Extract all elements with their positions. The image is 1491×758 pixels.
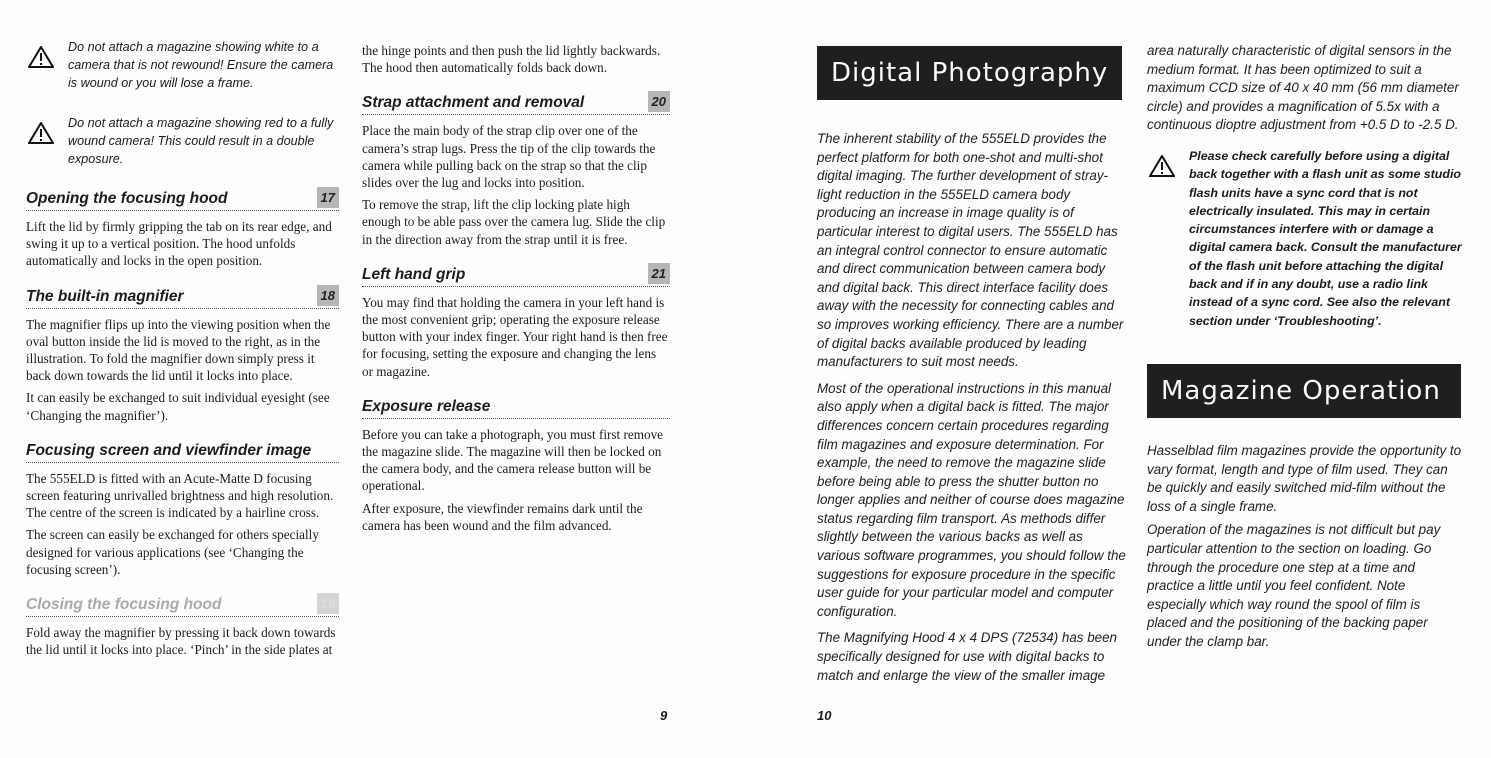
paragraph: Fold away the magnifier by pressing it back down towards the lid until it locks into place. ‘Pinch’ in the side plates at: [26, 625, 336, 658]
paragraph: Place the main body of the strap clip over one of the camera’s strap lugs. Press the tip of the clip towards the camera while pulling back on the strap so that the clip slides over the lug and locks into position.: [362, 123, 656, 191]
paragraph: Before you can take a photograph, you must first remove the magazine slide. The magazine will then be locked on the camera body, and the camera release button will be operational.: [362, 426, 664, 494]
figure-number: 21: [648, 263, 670, 284]
paragraph: The inherent stability of the 555ELD provides the perfect platform for both one-shot and multi-shot digital imaging. The further development of stray-light reduction in the 555ELD camera body producing an increase in image quality is of particular interest to digital users. The 555ELD has an integral control connector to ensure automatic and direct communication between camera body and digital back. This direct interface facility does away with the necessity for connecting cables and so improves working efficiency. There are a number of digital backs available produced by leading manufacturers to suit most needs.: [817, 131, 1124, 370]
heading-grip: Left hand grip 21: [362, 258, 670, 287]
warning-white-magazine: [26, 38, 339, 92]
paragraph: You may find that holding the camera in your left hand is the most convenient grip; operating the exposure release button with your index finger. Your right hand is then free for focusing, setting the exposure and changing the lens or magazine.: [362, 294, 668, 379]
paragraph: The 555ELD is fitted with an Acute-Matte D focusing screen featuring unrivalled brightness and high resolution. The centre of the screen is indicated by a hairline cross.: [26, 470, 334, 521]
paragraph: The Magnifying Hood 4 x 4 DPS (72534) has been specifically designed for use with digital backs to match and enlarge the view of the smaller image: [817, 630, 1117, 683]
warning-text: Please check carefully before using a digital back together with a flash unit as some studio flash units have a sync cord that is not electrically insulated. This may in certain circumstances interfere with or damage a digital camera back. Consult the manufacturer of the flash unit before attaching the digital back and if in any doubt, use a radio link instead of a sync cord. See also the relevant section under ‘Troubleshooting’.: [1189, 148, 1462, 328]
warning-flash: [1147, 147, 1463, 330]
paragraph: Most of the operational instructions in this manual also apply when a digital back is fitted. The major differences concern certain procedures regarding film magazines and exposure determination. For example, the need to remove the magazine slide before being able to press the shutter button no longer applies and neither of course does magazine status regarding film transport. As methods differ slightly between the various backs as well as various software programmes, you should follow the suggestions for exposure procedure in the specific user guide for your particular model and computer configuration.: [817, 380, 1126, 619]
section-banner-digital: Digital Photography: [817, 46, 1122, 100]
heading-focusing-screen: Focusing screen and viewfinder image: [26, 434, 339, 463]
page-number-right: 10: [817, 708, 832, 723]
heading-magnifier: The built-in magnifier 18: [26, 280, 339, 309]
paragraph: To remove the strap, lift the clip locking plate high enough to be able pass over the camera lug. Slide the clip in the direction away from the strap until it is free.: [362, 197, 666, 247]
warning-triangle-icon: [28, 122, 54, 144]
warning-triangle-icon: [28, 46, 54, 68]
middle-column: [362, 42, 670, 539]
paragraph: The magnifier flips up into the viewing position when the oval button inside the lid is moved to the right, as in the illustration. To fold the magnifier down simply press it back down towards the lid until it locks into place.: [26, 316, 331, 384]
figure-number: 19: [317, 593, 339, 614]
paragraph: Operation of the magazines is not difficult but pay particular attention to the section on loading. Go through the procedure one step at a time and practice a little until you feel confident. Note especially which way round the spool of film is placed and the positioning of the backing paper under the clamp bar.: [1147, 522, 1441, 649]
warning-triangle-icon: [1149, 155, 1175, 177]
paragraph: area naturally characteristic of digital sensors in the medium format. It has been optimized to suit a maximum CCD size of 40 x 40 mm (56 mm diameter circle) and provides a magnification of 5.5x with a continuous dioptre adjustment from +0.5 D to -2.5 D.: [1147, 43, 1459, 133]
digital-column: [817, 46, 1129, 690]
paragraph: Hasselblad film magazines provide the opportunity to vary format, length and type of film used. They can be quickly and easily switched mid-film without the loss of a single frame.: [1147, 442, 1462, 514]
paragraph: The screen can easily be exchanged for others specially designed for various applications (see ‘Changing the focusing screen’).: [26, 527, 319, 577]
heading-opening-hood: Opening the focusing hood 17: [26, 182, 339, 211]
warning-text: Do not attach a magazine showing red to a fully wound camera! This could result in a double exposure.: [68, 116, 334, 166]
page-number-left: 9: [660, 708, 668, 723]
section-banner-magazine: Magazine Operation: [1147, 364, 1461, 418]
heading-strap: Strap attachment and removal 20: [362, 86, 670, 115]
warning-text: Do not attach a magazine showing white to a camera that is not rewound! Ensure the camera is wound or you will lose a frame.: [68, 40, 334, 90]
figure-number: 20: [648, 91, 670, 112]
heading-exposure: Exposure release: [362, 390, 670, 419]
paragraph: the hinge points and then push the lid lightly backwards. The hood then automatically folds back down.: [362, 43, 661, 76]
figure-number: 18: [317, 285, 339, 306]
right-column: [1147, 42, 1463, 656]
left-column: [26, 38, 339, 663]
paragraph: It can easily be exchanged to suit individual eyesight (see ‘Changing the magnifier’).: [26, 390, 330, 423]
warning-red-magazine: [26, 114, 339, 168]
heading-closing-hood: Closing the focusing hood 19: [26, 588, 339, 617]
paragraph: After exposure, the viewfinder remains dark until the camera has been wound and the film advanced.: [362, 500, 643, 533]
figure-number: 17: [317, 187, 339, 208]
paragraph: Lift the lid by firmly gripping the tab on its rear edge, and swing it up to a vertical position. The hood unfolds automatically and locks in the open position.: [26, 219, 332, 269]
